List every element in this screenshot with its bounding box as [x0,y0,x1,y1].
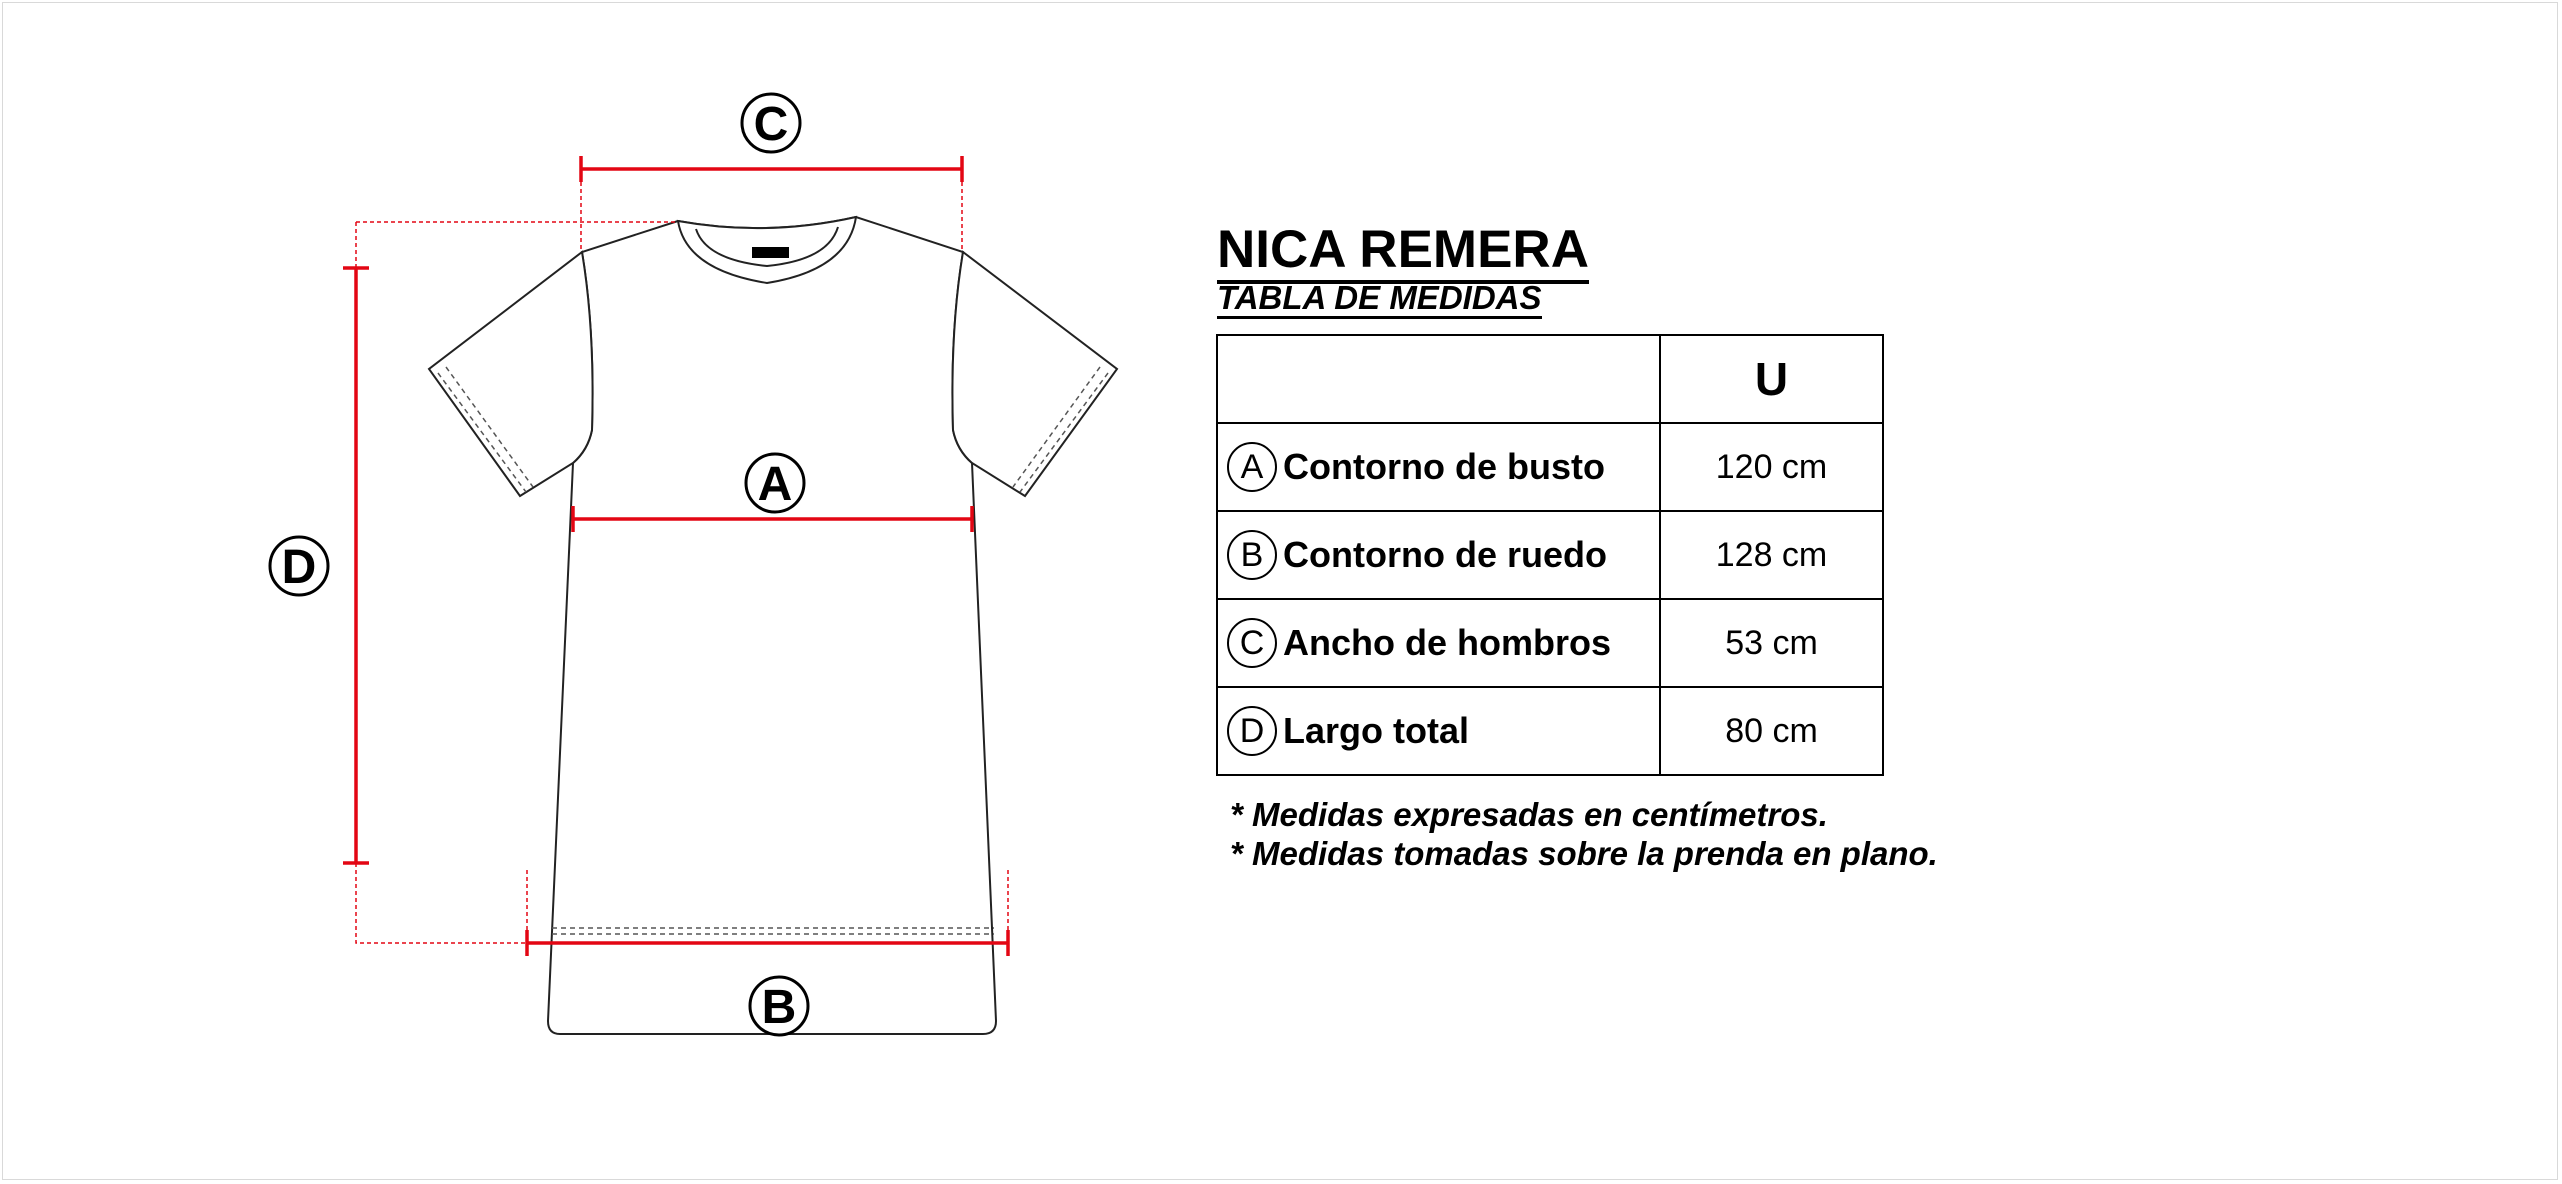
measure-value: 80 cm [1660,687,1883,775]
shoulder-measure-line [581,156,962,182]
row-letter-badge: C [1227,618,1277,668]
product-title: NICA REMERA [1217,220,1589,284]
table-row [1217,687,1883,775]
marker-d-text: D [281,541,317,594]
measure-label-cell [1217,687,1660,775]
marker-d-badge [270,537,328,595]
measure-label: Ancho de hombros [1283,622,1612,663]
measure-label-cell [1217,599,1660,687]
measurement-notes [1230,795,1938,873]
measure-value: 120 cm [1660,423,1883,511]
marker-b-badge [750,977,808,1035]
neck-label-tag [752,247,789,258]
table-row [1217,423,1883,511]
measure-label: Contorno de ruedo [1283,534,1607,575]
size-chart-subtitle: TABLA DE MEDIDAS [1217,280,1542,319]
marker-c-text: C [753,98,789,151]
note-line: * Medidas expresadas en centímetros. [1230,796,1828,833]
row-letter-badge: A [1227,442,1277,492]
tshirt-measurement-diagram [0,0,1200,1184]
size-chart-header-row [1217,335,1883,423]
size-header: U [1660,335,1883,423]
measure-value: 128 cm [1660,511,1883,599]
measure-label: Contorno de busto [1283,446,1605,487]
measure-label: Largo total [1283,710,1469,751]
tshirt-front-icon [429,217,1117,1034]
right-sleeve-outline [952,252,1117,496]
table-row [1217,599,1883,687]
length-measure-line [343,268,369,863]
row-letter-badge: B [1227,530,1277,580]
marker-a-badge [746,454,804,512]
note-line: * Medidas tomadas sobre la prenda en plano. [1230,835,1938,872]
row-letter-badge: D [1227,706,1277,756]
measure-value: 53 cm [1660,599,1883,687]
marker-c-badge [742,94,800,152]
table-row [1217,511,1883,599]
header-empty-cell [1217,335,1660,423]
left-sleeve-outline [429,252,593,496]
measure-label-cell [1217,511,1660,599]
measure-label-cell [1217,423,1660,511]
tshirt-body-outline [548,217,996,1034]
size-chart-table [1216,334,1884,776]
marker-a-text: A [757,458,793,511]
marker-b-text: B [761,981,797,1034]
